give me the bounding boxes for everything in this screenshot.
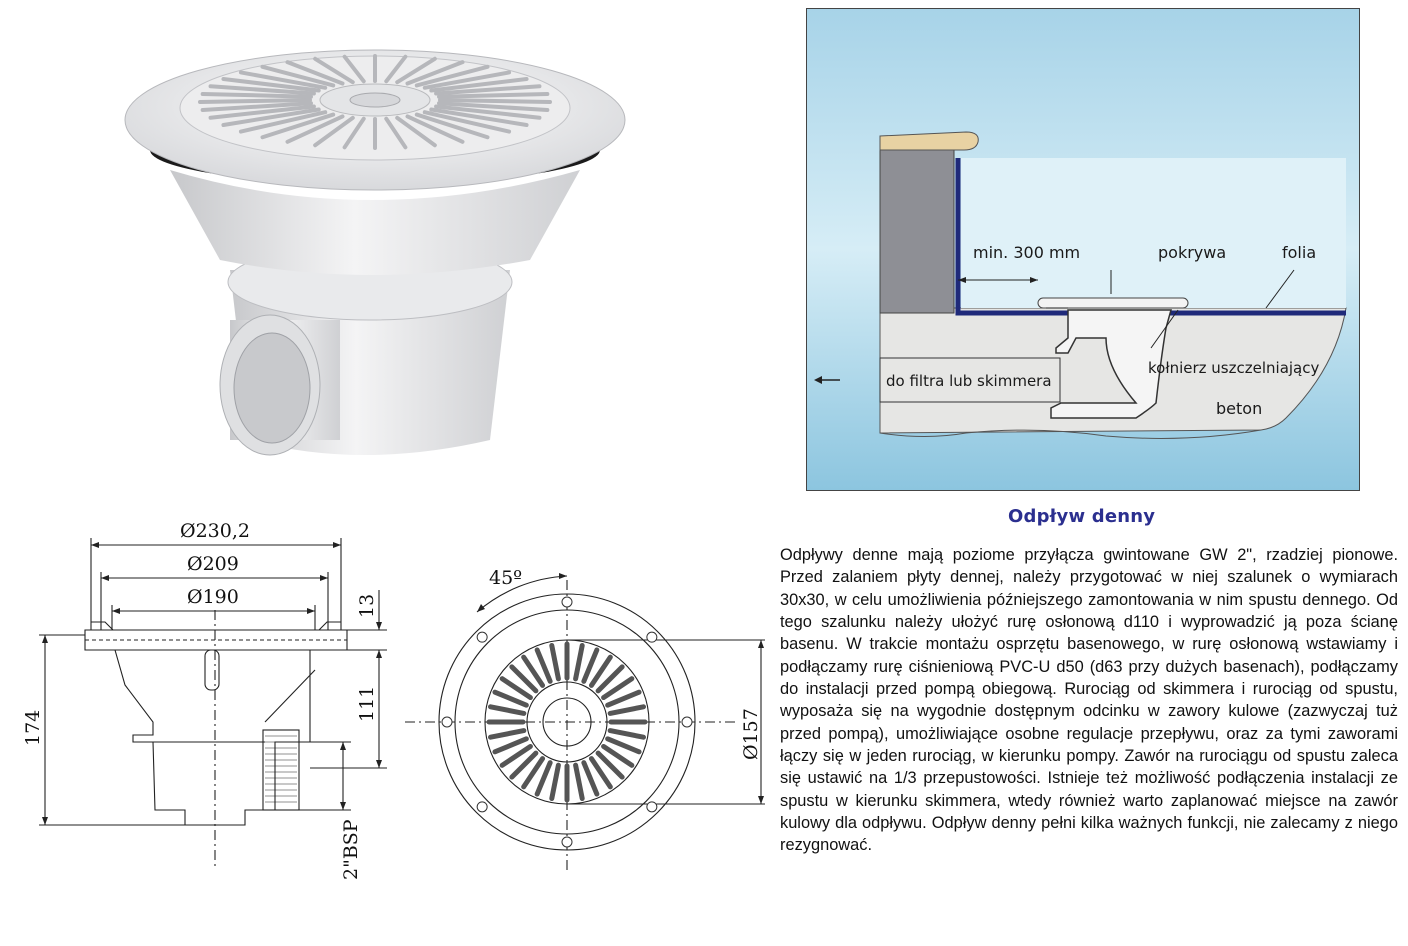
screw-hole [477,802,487,812]
dim-total-height: 174 [22,709,44,746]
pool-water [961,158,1346,308]
label-liner: folia [1282,243,1317,262]
screw-hole [562,597,572,607]
dim-flange-height: 13 [356,593,378,618]
grate-slot [552,645,559,678]
dim-outer-diameter: Ø230,2 [180,520,250,542]
dim-thread: 2"BSP [340,819,362,880]
grate-slot [490,731,523,738]
grate-slot [576,765,583,798]
screw-hole [477,632,487,642]
pool-wall [880,148,954,313]
screw-hole [647,632,657,642]
installation-diagram [806,8,1360,491]
label-min-distance: min. 300 mm [973,243,1081,262]
screw-hole [442,717,452,727]
side-technical-drawing [22,510,425,890]
grate-slot [439,94,547,97]
grate-slot [610,707,643,714]
screw-hole [682,717,692,727]
label-to-filter: do filtra lub skimmera [886,372,1052,390]
grate-slot [610,731,643,738]
drain-cover [1038,298,1188,308]
grate-slot [200,100,310,102]
article-body: Odpływy denne mają poziome przyłącza gwintowane GW 2", rzadziej pionowe. Przed zalaniem płyty dennej, należy przygotować w niej szalunek o wymiarach 30x30, w celu umożliwienia późniejszego zamontowania w nim spustu dennego. Od tego szalunku należy ułożyć rurę osłonową d110 i wyprowadzić ją poza ścianę basenu. W trakcie montażu osprzętu basenowego, w rurę osłonową wstawiamy i podłączamy rurę ciśnieniową PVC-U d50 (d63 przy dużych basenach), podłączamy do instalacji przed pompą obiegową. Rurociąg od skimmera i rurociąg od spustu, wyposaża się na wygodnie dostępnym odcinku w zawory kulowe (zazwyczaj tuż przed pompą), umożliwiające osobne regulacje przepływu, oraz za tymi zaworami łączy się w jeden rurociąg, w kierunku pompy. Zawór na rurociągu od spustu zaleca się ustawić na 1/3 przepustowości. Istnieje też możliwość podłączenia instalacji ze spustu w kierunku skimmera, wtedy również warto zaplanować miejsce na zawór kulowy dla odpływu. Odpływ denny pełni kilka ważnych funkcji, nie zalecamy z niego rezygnować. [780,546,1398,855]
label-concrete: beton [1216,399,1263,418]
screw-hole [647,802,657,812]
dim-body-height: 111 [356,685,378,722]
dim-grate-diameter: Ø157 [740,708,762,760]
dim-angle: 45º [489,567,523,589]
grate-slot [490,707,523,714]
product-photo [110,20,650,470]
label-cover: pokrywa [1158,243,1227,262]
grate-slot [576,645,583,678]
dim-mid-diameter: Ø209 [187,553,239,575]
label-seal-flange: kołnierz uszczelniający [1148,359,1320,377]
grate-slot [203,94,311,97]
dim-inner-diameter: Ø190 [187,586,239,608]
article-title: Odpływ denny [1008,506,1156,527]
grate-slot [440,100,550,102]
grate-slot [552,765,559,798]
top-technical-drawing [405,560,785,890]
screw-hole [562,837,572,847]
